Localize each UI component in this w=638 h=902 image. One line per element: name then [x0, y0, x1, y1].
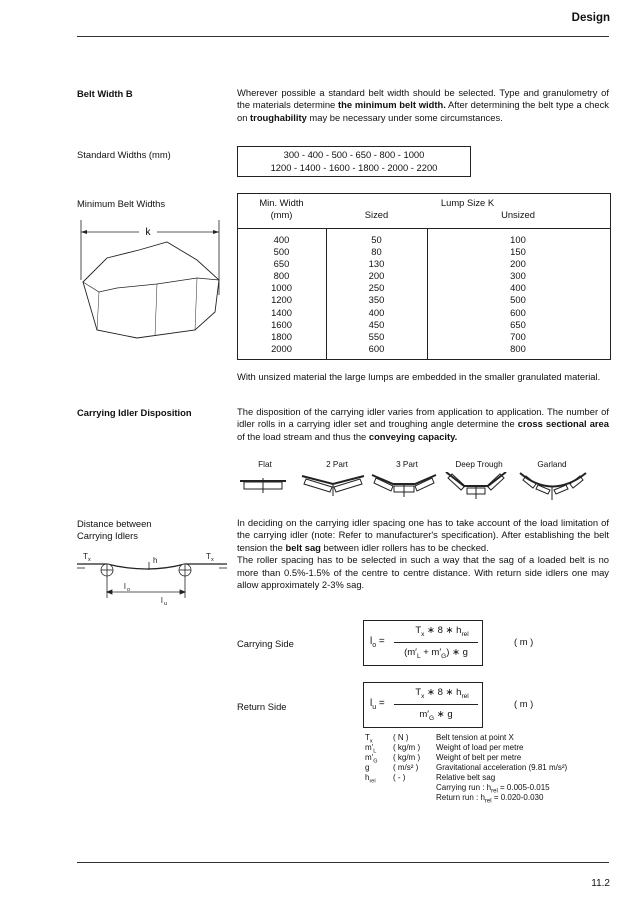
variable-symbol: $m'_L$: [365, 743, 377, 755]
trough-type-garland: Garland: [537, 460, 567, 469]
lump-k-label: k: [145, 227, 151, 238]
min-width-table-body: [237, 234, 609, 355]
carrying-numerator: $T_x$ ∗ 8 ∗ $h_{rel}$: [415, 625, 469, 638]
variable-symbol: $m'_G$: [365, 753, 378, 765]
cell-min-width: 1400: [271, 306, 292, 318]
page-number: 11.2: [591, 878, 610, 889]
variable-row: [365, 743, 615, 753]
carrying-side-formula: [363, 620, 483, 666]
garland-idler-icon: [520, 473, 586, 500]
cell-unsized: 800: [510, 342, 526, 354]
footer-rule: [77, 862, 609, 863]
variable-description: Weight of load per metre: [436, 743, 524, 752]
table-row: [237, 282, 609, 294]
variable-row: [365, 773, 615, 783]
table-row: [237, 258, 609, 270]
deep-trough-idler-icon: [446, 472, 506, 499]
cell-sized: 400: [368, 306, 385, 318]
table-row: [237, 270, 609, 282]
return-denominator: $m'_G$ ∗ g: [419, 709, 453, 722]
svg-text:x: x: [211, 557, 214, 563]
belt-width-paragraph: Wherever possible a standard belt width should be selected. Type and granulometry of the materials determine the minimum belt width. After determining the belt type a check on troughability may be necessary under some circumstances.: [237, 87, 609, 123]
variable-unit: ( kg/m ): [393, 753, 421, 762]
return-unit: ( m ): [514, 698, 534, 709]
table-row: [237, 307, 609, 319]
variable-symbol: g: [365, 763, 370, 772]
table-row: [237, 319, 609, 331]
standard-widths-box: [237, 146, 471, 177]
cell-min-width: 500: [273, 246, 290, 258]
standard-widths-line-2: 1200 - 1400 - 1600 - 1800 - 2000 - 2200: [270, 162, 438, 173]
variable-row: [365, 763, 615, 773]
variable-description: Relative belt sag: [436, 773, 496, 782]
table-row: [237, 343, 609, 355]
variable-unit: ( m/s² ): [393, 763, 419, 772]
header-rule: [77, 36, 609, 37]
trough-type-flat: Flat: [258, 460, 272, 469]
spacing-label-2: Carrying Idlers: [77, 530, 138, 541]
belt-width-label: Belt Width B: [77, 88, 133, 99]
return-run-range: Return run : $h_{rel} = 0.020-0.030$: [436, 793, 544, 805]
spacing-paragraph: In deciding on the carrying idler spacing one has to take account of the load limitation of the carrying idler (note: Refer to manufacturer's specification). After establishing the belt tension the belt sag between idler rollers has to be checked. The roller spacing has to be selected in such a way that the sag of a loaded belt is no more than 0.5%-1.5% of the centre to centre distance. With return side idlers one may allow approximately 2-3% sag.: [237, 517, 609, 591]
two-part-idler-icon: [302, 476, 364, 496]
spacing-label-1: Distance between: [77, 518, 152, 529]
return-lhs: $l_u$ =: [370, 698, 385, 711]
three-part-idler-icon: [372, 475, 436, 497]
trough-diagrams: [236, 472, 612, 504]
standard-widths-label: Standard Widths (mm): [77, 149, 171, 160]
cell-sized: 600: [368, 342, 385, 354]
page-header-title: Design: [571, 12, 610, 24]
carrying-denominator: $(m'_L + m'_G)$ ∗ g: [404, 647, 468, 660]
carrying-idler-label: Carrying Idler Disposition: [77, 407, 192, 418]
variable-unit: ( kg/m ): [393, 743, 421, 752]
trough-type-3part: 3 Part: [396, 460, 418, 469]
carrying-run-range: Carrying run : $h_{rel} = 0.005-0.015$: [436, 783, 550, 795]
cell-min-width: 800: [273, 270, 290, 282]
cell-min-width: 1800: [271, 330, 292, 342]
trough-type-2part: 2 Part: [326, 460, 348, 469]
svg-text:o: o: [127, 587, 131, 593]
variable-row: [365, 753, 615, 763]
cell-min-width: 1000: [271, 282, 292, 294]
col-header-sized: Sized: [364, 209, 389, 220]
cell-unsized: 650: [510, 318, 526, 330]
cell-sized: 200: [368, 270, 385, 282]
col-header-lump-size: Lump Size K: [440, 197, 495, 208]
cell-unsized: 600: [510, 306, 526, 318]
cell-unsized: 500: [510, 294, 526, 306]
svg-text:T: T: [206, 552, 211, 561]
lump-sketch: [77, 220, 225, 345]
svg-text:l: l: [161, 596, 163, 605]
minimum-widths-label: Minimum Belt Widths: [77, 198, 166, 209]
cell-unsized: 100: [510, 234, 526, 245]
table-row: [237, 234, 609, 246]
svg-text:u: u: [164, 601, 168, 607]
cell-unsized: 300: [510, 270, 526, 282]
flat-idler-icon: [240, 478, 286, 493]
cell-min-width: 400: [273, 234, 290, 245]
variable-symbol: $h_{rel}$: [365, 773, 376, 785]
return-numerator: $T_x$ ∗ 8 ∗ $h_{rel}$: [415, 687, 469, 700]
cell-sized: 450: [368, 318, 385, 330]
cell-sized: 80: [371, 246, 382, 258]
table-row: [237, 331, 609, 343]
col-header-unsized: Unsized: [501, 209, 535, 220]
cell-sized: 250: [368, 282, 385, 294]
table-header-rule: [237, 228, 610, 229]
carrying-fraction-bar: [394, 642, 478, 643]
cell-unsized: 150: [510, 246, 526, 258]
col-header-min-width: Min. Width (mm): [259, 197, 304, 220]
cell-min-width: 2000: [271, 342, 292, 354]
cell-sized: 350: [368, 294, 385, 306]
return-fraction-bar: [394, 704, 478, 705]
cell-sized: 50: [371, 234, 382, 245]
svg-text:x: x: [88, 557, 91, 563]
cell-min-width: 1200: [271, 294, 292, 306]
cell-unsized: 200: [510, 258, 526, 270]
variables-legend: [365, 733, 615, 783]
svg-text:l: l: [124, 582, 126, 591]
variable-description: Belt tension at point X: [436, 733, 514, 742]
trough-type-deep: Deep Trough: [455, 460, 503, 469]
carrying-unit: ( m ): [514, 636, 534, 647]
cell-min-width: 1600: [271, 318, 292, 330]
carrying-side-label: Carrying Side: [237, 638, 294, 649]
variable-description: Weight of belt per metre: [436, 753, 522, 762]
cell-unsized: 400: [510, 282, 526, 294]
table-row: [237, 246, 609, 258]
variable-symbol: $T_x$: [365, 733, 373, 745]
cell-sized: 550: [368, 330, 385, 342]
variable-unit: ( - ): [393, 773, 406, 782]
variable-unit: ( N ): [393, 733, 409, 742]
carrying-lhs: $l_o$ =: [370, 636, 385, 649]
svg-text:h: h: [153, 556, 158, 565]
cell-unsized: 700: [510, 330, 526, 342]
variable-description: Gravitational acceleration (9.81 m/s²): [436, 763, 568, 772]
return-side-formula: [363, 682, 483, 728]
return-side-label: Return Side: [237, 701, 287, 712]
cell-min-width: 650: [273, 258, 290, 270]
table-row: [237, 294, 609, 306]
idler-spacing-diagram: [77, 548, 227, 610]
carrying-idler-paragraph: The disposition of the carrying idler varies from application to application. The number of idler rolls in a carrying idler set and troughing angle determine the cross sectional area of the load stream and thus the conveying capacity.: [237, 406, 609, 442]
cell-sized: 130: [368, 258, 385, 270]
unsized-note: With unsized material the large lumps are embedded in the smaller granulated material.: [237, 371, 601, 382]
standard-widths-line-1: 300 - 400 - 500 - 650 - 800 - 1000: [283, 149, 425, 160]
svg-text:T: T: [83, 552, 88, 561]
variable-row: [365, 733, 615, 743]
